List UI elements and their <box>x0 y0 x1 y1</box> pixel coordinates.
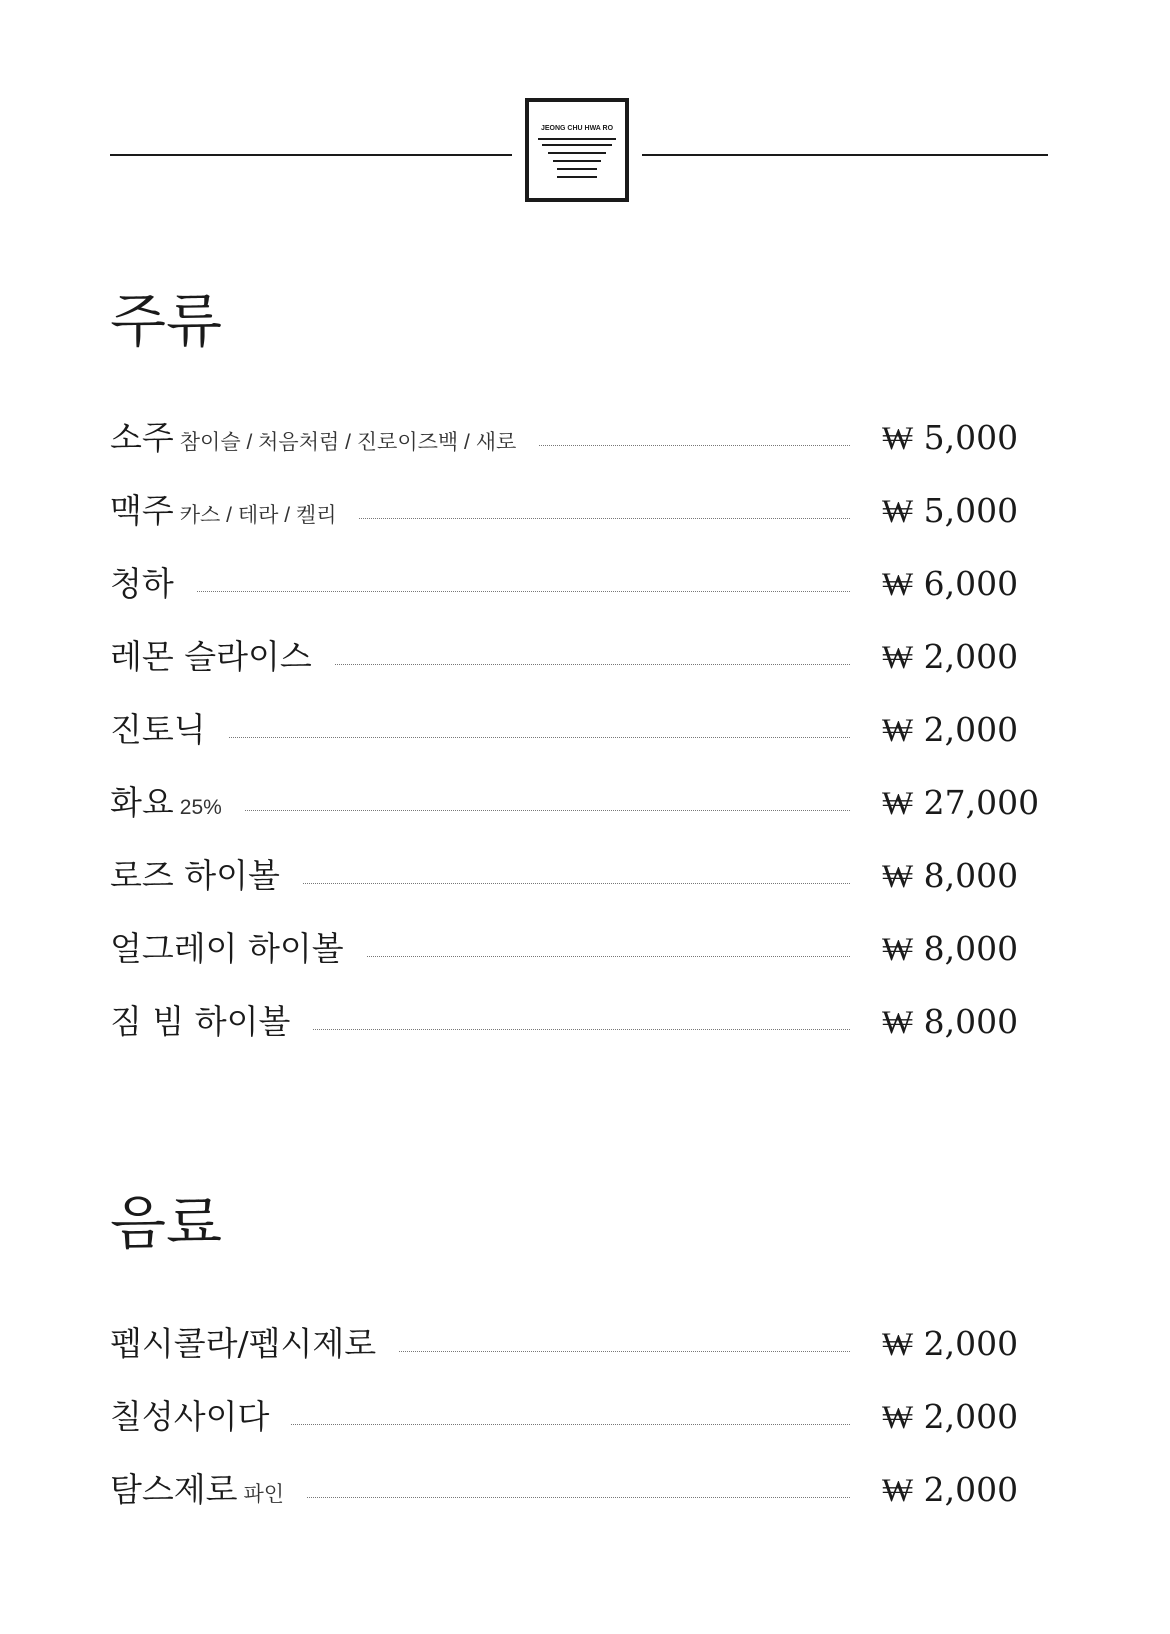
item-subtext: 카스 / 테라 / 켈리 <box>179 504 337 527</box>
item-price: ₩ 2,000 <box>882 1324 1019 1363</box>
menu-item-row <box>110 485 1019 533</box>
item-price: ₩ 2,000 <box>882 1470 1019 1509</box>
menu-item-name <box>110 1002 312 1041</box>
menu-item-row <box>110 558 1019 606</box>
dot-leader <box>110 591 850 592</box>
menu-item-name <box>110 491 359 530</box>
menu-item-row <box>110 1318 1019 1366</box>
item-name: 진토닉 <box>110 710 206 749</box>
logo-bar <box>553 160 601 162</box>
item-price: ₩ 2,000 <box>882 1397 1019 1436</box>
menu-item-name <box>110 710 228 749</box>
item-name: 로즈 하이볼 <box>110 856 280 895</box>
item-name: 펩시콜라/펩시제로 <box>110 1324 377 1363</box>
item-price: ₩ 6,000 <box>882 564 1019 603</box>
item-subtext: 25% <box>179 796 222 819</box>
item-subtext: 파인 <box>243 1483 285 1506</box>
menu-item-row <box>110 777 1040 825</box>
logo-bar <box>548 152 606 154</box>
menu-item-name <box>110 637 334 676</box>
item-name: 맥주 <box>110 491 174 530</box>
item-price: ₩ 8,000 <box>882 856 1019 895</box>
item-price: ₩ 8,000 <box>882 1002 1019 1041</box>
menu-item-name <box>110 856 302 895</box>
menu-item-name <box>110 418 538 457</box>
item-name: 얼그레이 하이볼 <box>110 929 344 968</box>
item-price: ₩ 5,000 <box>882 418 1019 457</box>
menu-item-name <box>110 1470 306 1509</box>
logo-text: JEONG CHU HWA RO <box>540 125 614 132</box>
logo-bar <box>538 138 616 140</box>
item-name: 칠성사이다 <box>110 1397 270 1436</box>
item-price: ₩ 8,000 <box>882 929 1019 968</box>
item-price: ₩ 2,000 <box>882 710 1019 749</box>
item-name: 화요 <box>110 783 174 822</box>
menu-item-row <box>110 850 1019 898</box>
menu-item-row <box>110 1391 1019 1439</box>
menu-item-row <box>110 631 1019 679</box>
menu-item-name <box>110 1397 291 1436</box>
item-name: 탐스제로 <box>110 1470 238 1509</box>
menu-item-name <box>110 564 196 603</box>
item-name: 청하 <box>110 564 174 603</box>
logo-bar <box>557 168 597 170</box>
menu-item-row <box>110 704 1019 752</box>
item-price: ₩ 27,000 <box>882 783 1040 822</box>
item-name: 짐 빔 하이볼 <box>110 1002 291 1041</box>
header-divider-right <box>642 154 1048 156</box>
logo-bar <box>557 176 597 178</box>
item-price: ₩ 2,000 <box>882 637 1019 676</box>
menu-item-name <box>110 1324 398 1363</box>
item-name: 레몬 슬라이스 <box>110 637 312 676</box>
section-title-beverages: 음료 <box>110 1189 223 1257</box>
item-subtext: 참이슬 / 처음처럼 / 진로이즈백 / 새로 <box>179 431 517 454</box>
item-price: ₩ 5,000 <box>882 491 1019 530</box>
header-divider-left <box>110 154 512 156</box>
menu-item-name <box>110 929 366 968</box>
section-title-alcohol: 주류 <box>110 287 223 355</box>
menu-item-row <box>110 923 1019 971</box>
menu-item-row <box>110 996 1019 1044</box>
menu-item-row <box>110 1464 1019 1512</box>
item-name: 소주 <box>110 418 174 457</box>
brand-logo <box>525 98 629 202</box>
menu-item-name <box>110 783 244 822</box>
menu-item-row <box>110 412 1019 460</box>
logo-bar <box>542 144 612 146</box>
